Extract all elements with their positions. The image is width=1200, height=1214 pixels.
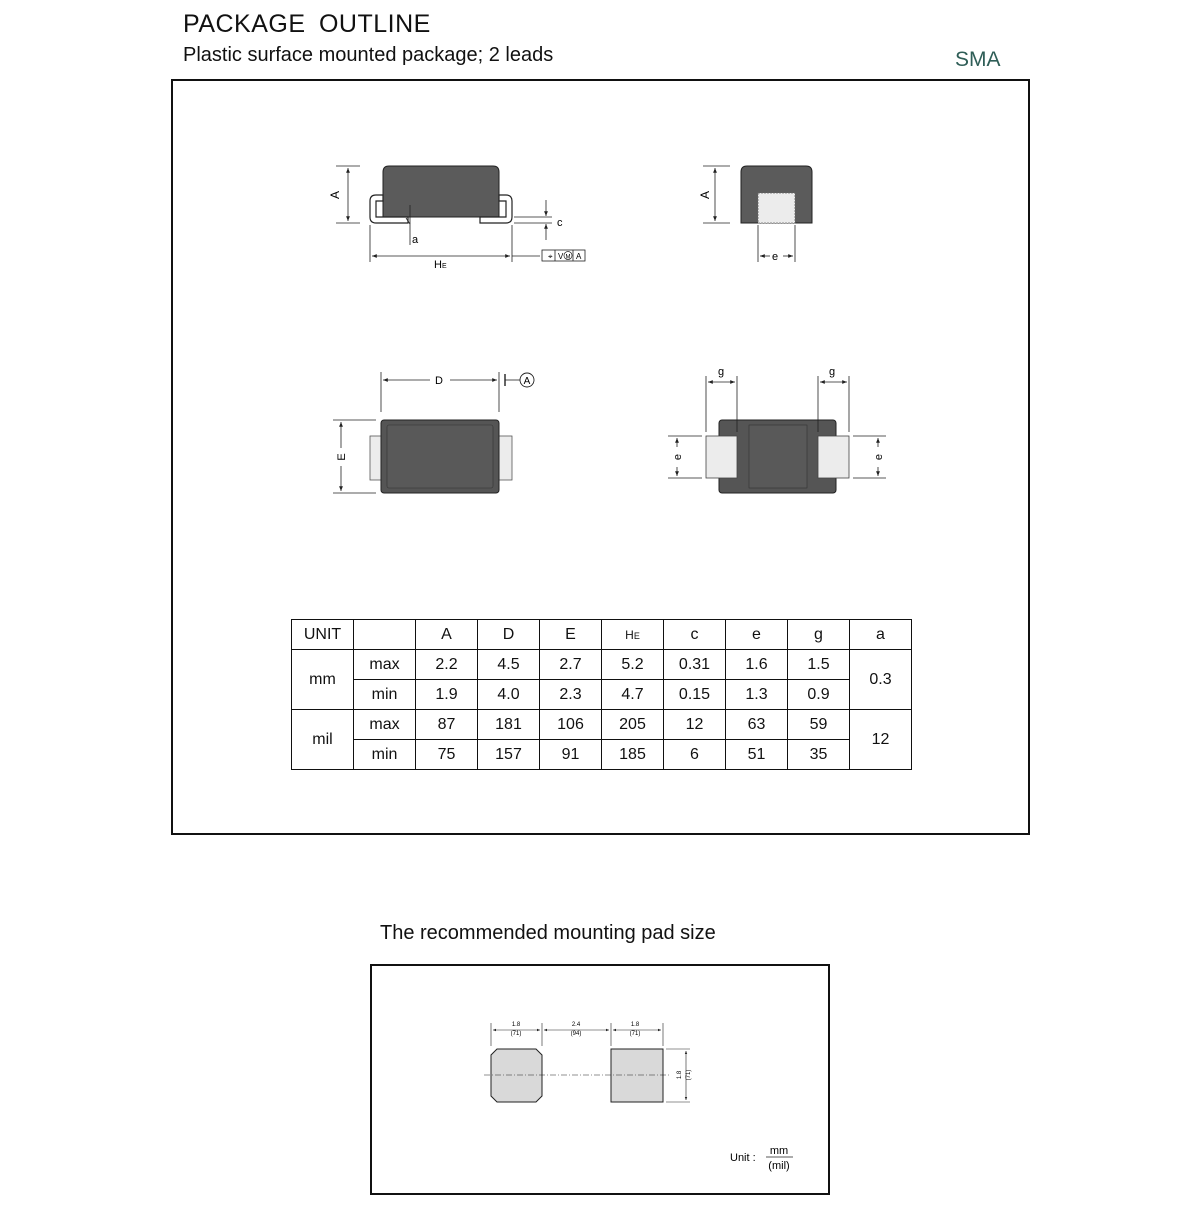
pad-gap-mil: (94) [570, 1031, 582, 1037]
table-cell: 1.3 [726, 680, 788, 710]
table-cell: 1.5 [788, 650, 850, 680]
table-cell: 59 [788, 710, 850, 740]
table-cell: 157 [478, 740, 540, 770]
table-cell: 181 [478, 710, 540, 740]
table-unit-cell: mil [292, 710, 354, 770]
table-cell: 4.5 [478, 650, 540, 680]
tolerance-datum: A [576, 252, 582, 261]
table-cell: 106 [540, 710, 602, 740]
tolerance-position-icon: ⌖ [548, 252, 553, 261]
pad-height-mm: 1.8 [677, 1070, 683, 1080]
pad-width-right-mm: 1.8 [630, 1022, 640, 1028]
table-cell: 35 [788, 740, 850, 770]
dim-label-A-end: A [698, 190, 712, 200]
dim-label-E: E [336, 453, 348, 461]
table-cell: 6 [664, 740, 726, 770]
table-cell: 12 [664, 710, 726, 740]
table-cell-a: 12 [850, 710, 912, 770]
table-cell: 5.2 [602, 650, 664, 680]
table-cell: 0.9 [788, 680, 850, 710]
pad-width-right-mil: (71) [629, 1031, 641, 1037]
table-cell: 1.9 [416, 680, 478, 710]
table-header-cell: e [726, 620, 788, 650]
table-cell: 0.31 [664, 650, 726, 680]
page-subtitle: Plastic surface mounted package; 2 leads [183, 44, 554, 66]
pad-gap-mm: 2.4 [571, 1022, 581, 1028]
dim-label-A-side: A [328, 190, 342, 200]
tolerance-value: V [558, 252, 564, 261]
table-header-cell: g [788, 620, 850, 650]
table-limit-cell: min [354, 680, 416, 710]
table-header-cell: c [664, 620, 726, 650]
table-header-cell: A [416, 620, 478, 650]
dim-label-HE: HE [434, 259, 447, 271]
page-title: PACKAGE OUTLINE [183, 10, 431, 38]
table-header-cell: E [540, 620, 602, 650]
table-cell-a: 0.3 [850, 650, 912, 710]
dim-label-g-left: g [718, 366, 725, 378]
right-pad [611, 1049, 663, 1102]
unit-top: mm [769, 1145, 789, 1157]
table-cell: 1.6 [726, 650, 788, 680]
pad-section-title: The recommended mounting pad size [380, 922, 716, 944]
table-limit-cell: max [354, 650, 416, 680]
table-cell: 51 [726, 740, 788, 770]
package-code: SMA [955, 48, 1001, 71]
table-cell: 87 [416, 710, 478, 740]
dim-label-D: D [435, 375, 443, 387]
pad-width-left-mm: 1.8 [511, 1022, 521, 1028]
pad-height-mil: (71) [686, 1069, 692, 1081]
table-cell: 75 [416, 740, 478, 770]
table-limit-cell: min [354, 740, 416, 770]
unit-bottom: (mil) [768, 1160, 790, 1172]
dim-label-a: a [412, 234, 419, 246]
table-cell: 4.7 [602, 680, 664, 710]
datum-A-icon: A [523, 376, 531, 387]
table-header-unit: UNIT [292, 620, 354, 650]
left-pad [491, 1049, 542, 1102]
dim-label-e-left: e [672, 453, 684, 461]
table-cell: 4.0 [478, 680, 540, 710]
table-unit-cell: mm [292, 650, 354, 710]
table-header-cell: a [850, 620, 912, 650]
table-cell: 63 [726, 710, 788, 740]
unit-prefix: Unit : [730, 1152, 756, 1164]
tolerance-mmc: M [565, 254, 571, 261]
table-cell: 2.2 [416, 650, 478, 680]
pad-width-left-mil: (71) [510, 1031, 522, 1037]
table-cell: 185 [602, 740, 664, 770]
table-cell: 205 [602, 710, 664, 740]
table-cell: 91 [540, 740, 602, 770]
table-header-cell-HE: HE [602, 620, 664, 650]
dim-label-c: c [557, 217, 563, 229]
table-cell: 0.15 [664, 680, 726, 710]
table-cell: 2.7 [540, 650, 602, 680]
table-header-cell: D [478, 620, 540, 650]
table-cell: 2.3 [540, 680, 602, 710]
dim-label-e-right: e [873, 453, 885, 461]
dim-label-e-end: e [772, 251, 779, 263]
table-limit-cell: max [354, 710, 416, 740]
dim-label-g-right: g [829, 366, 836, 378]
